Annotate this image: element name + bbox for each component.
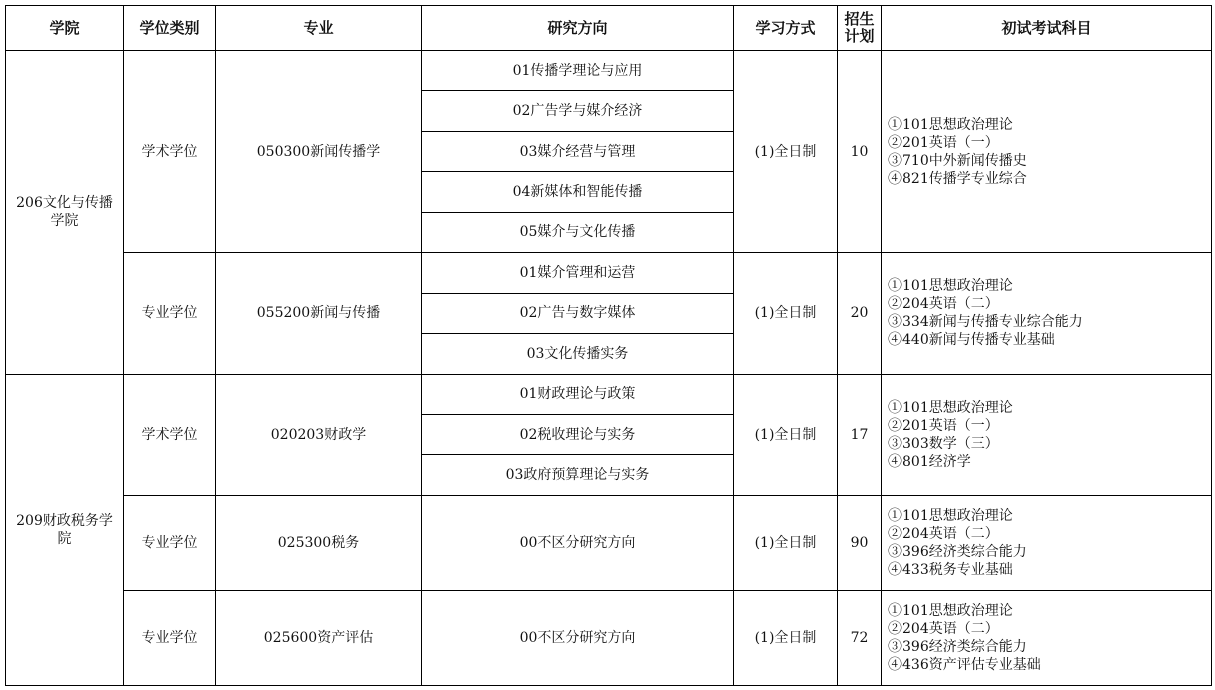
major-cell: 025300税务 <box>216 495 422 590</box>
major-cell: 050300新闻传播学 <box>216 51 422 253</box>
exams-cell: ①101思想政治理论 ②201英语（一） ③303数学（三） ④801经济学 <box>882 374 1212 495</box>
direction-cell: 03政府预算理论与实务 <box>422 455 734 495</box>
header-row <box>6 6 1212 51</box>
direction-cell: 02广告与数字媒体 <box>422 293 734 333</box>
college-cell: 206文化与传播学院 <box>6 51 124 375</box>
quota-cell: 17 <box>838 374 882 495</box>
table-row <box>6 374 1212 414</box>
direction-cell: 03媒介经营与管理 <box>422 131 734 171</box>
direction-cell: 02税收理论与实务 <box>422 414 734 454</box>
degree-cell: 专业学位 <box>124 495 216 590</box>
degree-cell: 学术学位 <box>124 51 216 253</box>
table-row <box>6 590 1212 685</box>
mode-cell: (1)全日制 <box>734 51 838 253</box>
degree-cell: 专业学位 <box>124 253 216 374</box>
quota-cell: 90 <box>838 495 882 590</box>
direction-cell: 00不区分研究方向 <box>422 495 734 590</box>
direction-cell: 05媒介与文化传播 <box>422 212 734 252</box>
direction-cell: 01传播学理论与应用 <box>422 51 734 91</box>
direction-cell: 04新媒体和智能传播 <box>422 172 734 212</box>
quota-cell: 20 <box>838 253 882 374</box>
exams-cell: ①101思想政治理论 ②204英语（二） ③396经济类综合能力 ④433税务专业基础 <box>882 495 1212 590</box>
mode-cell: (1)全日制 <box>734 374 838 495</box>
exams-cell: ①101思想政治理论 ②201英语（一） ③710中外新闻传播史 ④821传播学专业综合 <box>882 51 1212 253</box>
header-major: 专业 <box>216 6 422 51</box>
header-degree: 学位类别 <box>124 6 216 51</box>
admissions-table <box>5 5 1212 686</box>
table-row <box>6 495 1212 590</box>
major-cell: 020203财政学 <box>216 374 422 495</box>
direction-cell: 02广告学与媒介经济 <box>422 91 734 131</box>
major-cell: 025600资产评估 <box>216 590 422 685</box>
header-quota: 招生 计划 <box>838 6 882 51</box>
major-cell: 055200新闻与传播 <box>216 253 422 374</box>
header-mode: 学习方式 <box>734 6 838 51</box>
degree-cell: 专业学位 <box>124 590 216 685</box>
quota-cell: 10 <box>838 51 882 253</box>
direction-cell: 01财政理论与政策 <box>422 374 734 414</box>
mode-cell: (1)全日制 <box>734 590 838 685</box>
quota-cell: 72 <box>838 590 882 685</box>
degree-cell: 学术学位 <box>124 374 216 495</box>
mode-cell: (1)全日制 <box>734 495 838 590</box>
exams-cell: ①101思想政治理论 ②204英语（二） ③334新闻与传播专业综合能力 ④440新闻与传播专业基础 <box>882 253 1212 374</box>
table-row <box>6 51 1212 91</box>
direction-cell: 00不区分研究方向 <box>422 590 734 685</box>
header-college: 学院 <box>6 6 124 51</box>
table-row <box>6 253 1212 293</box>
header-exams: 初试考试科目 <box>882 6 1212 51</box>
college-cell: 209财政税务学院 <box>6 374 124 686</box>
mode-cell: (1)全日制 <box>734 253 838 374</box>
header-direction: 研究方向 <box>422 6 734 51</box>
direction-cell: 01媒介管理和运营 <box>422 253 734 293</box>
direction-cell: 03文化传播实务 <box>422 334 734 374</box>
exams-cell: ①101思想政治理论 ②204英语（二） ③396经济类综合能力 ④436资产评估专业基础 <box>882 590 1212 685</box>
